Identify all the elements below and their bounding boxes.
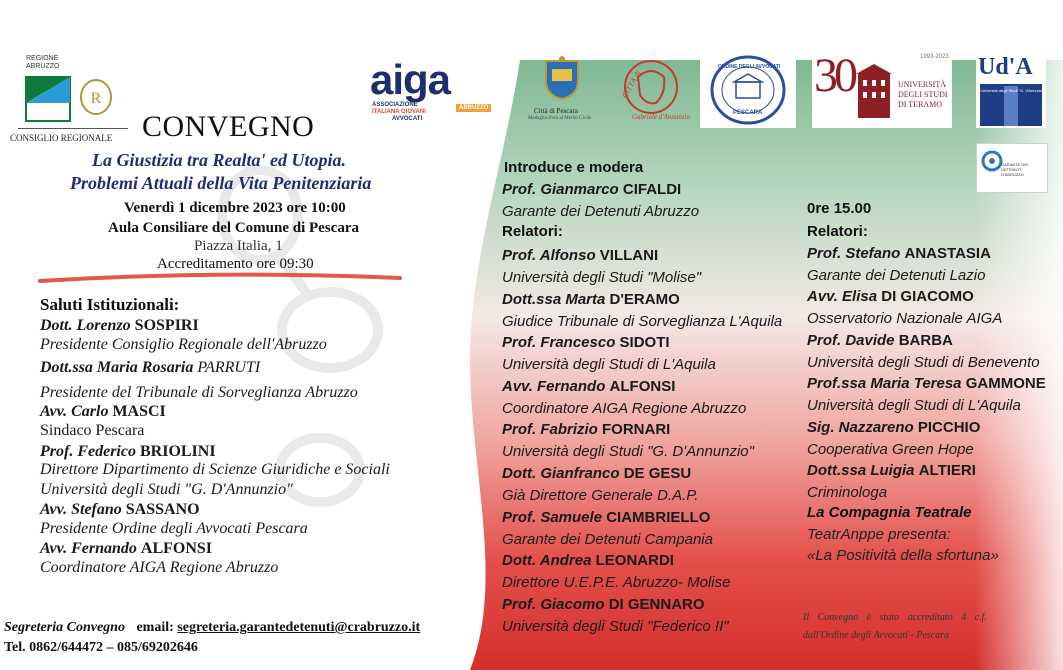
person-title: Dott. Lorenzo <box>40 317 131 334</box>
aiga-badge: ABRUZZO <box>456 104 491 112</box>
aiga-sub3: AVVOCATI <box>392 116 423 122</box>
speaker-role: Università degli Studi "G. D'Annunzio" <box>502 443 754 461</box>
speaker-role: Criminologa <box>807 484 888 501</box>
speaker-name <box>502 420 670 440</box>
garante-logo <box>976 143 1048 193</box>
person-title: Prof. Fabrizio <box>502 421 598 439</box>
citta-pescara-logo <box>528 55 610 127</box>
person-title: Prof. Alfonso <box>502 247 596 264</box>
speaker-role: Coordinatore AIGA Regione Abruzzo <box>502 399 747 417</box>
person-surname: D'ERAMO <box>609 290 680 308</box>
saluti-person-4 <box>40 442 216 462</box>
person-surname: DI GIACOMO <box>881 288 974 306</box>
speaker-name <box>807 287 974 307</box>
afternoon-time: 0re 15.00 <box>807 200 872 217</box>
speaker-name <box>502 508 710 528</box>
saluti-role-2: Presidente del Tribunale di Sorveglianza Abruzzo <box>40 384 358 401</box>
person-surname: GAMMONE <box>965 375 1046 393</box>
email-label: email: <box>136 620 174 635</box>
moderator-role: Garante dei Detenuti Abruzzo <box>502 203 700 220</box>
person-surname: DE GESU <box>623 465 692 482</box>
person-title: Dott.ssa Luigia <box>807 462 915 479</box>
abruzzo-label: ABRUZZO <box>26 63 60 70</box>
pescara-medal-label: Medaglia d'oro al Merito Civile <box>528 116 592 121</box>
subtitle-line2: Problemi Attuali della Vita Penitenziaria <box>70 173 372 193</box>
person-title: Prof. Davide <box>807 331 895 349</box>
footer-segreteria <box>4 620 420 636</box>
person-surname: BRIOLINI <box>139 443 216 460</box>
person-title: Avv. Fernando <box>502 377 606 395</box>
saluti-role-4b: Università degli Studi "G. D'Annunzio" <box>40 481 293 498</box>
consiglio-label: CONSIGLIO REGIONALE <box>10 133 113 143</box>
speaker-name <box>502 290 680 310</box>
person-surname: CIAMBRIELLO <box>606 508 711 526</box>
person-surname: DI GENNARO <box>608 595 705 613</box>
person-surname: ALTIERI <box>918 462 976 479</box>
person-title: Avv. Fernando <box>40 540 137 557</box>
speaker-role: Università degli Studi di L'Aquila <box>502 356 716 374</box>
intro-heading: Introduce e modera <box>504 159 644 176</box>
person-title: Prof. Samuele <box>502 508 603 526</box>
person-surname: LEONARDI <box>595 552 674 570</box>
speaker-role: Direttore U.E.P.E. Abruzzo- Molise <box>502 574 731 592</box>
person-title: Prof. Francesco <box>502 334 616 352</box>
person-surname: SOSPIRI <box>134 317 199 334</box>
dannunzio-logo <box>612 55 692 127</box>
person-surname: MASCI <box>112 403 166 420</box>
garante-label: GARANTE DEI DETENUTI D'ABRUZZO <box>1001 162 1029 177</box>
svg-text:R: R <box>90 90 102 107</box>
uda-wordmark: Ud'A <box>978 54 1033 80</box>
teramo-30: 30 <box>814 49 854 102</box>
speaker-name <box>807 331 953 351</box>
saluti-person-1 <box>40 316 199 336</box>
company-heading: La Compagnia Teatrale <box>807 504 972 521</box>
person-surname: ALFONSI <box>609 377 676 395</box>
person-title: Dott.ssa Maria Rosaria <box>40 359 194 376</box>
person-title: Avv. Carlo <box>40 403 109 420</box>
person-title: Prof. Gianmarco <box>502 181 619 198</box>
speaker-role: Cooperativa Green Hope <box>807 440 974 458</box>
person-title: Dott. Andrea <box>502 552 592 570</box>
person-title: Dott.ssa Marta <box>502 290 606 308</box>
teramo-name3: DI TERAMO <box>898 100 943 109</box>
speaker-name <box>807 374 1046 394</box>
person-surname: PICCHIO <box>917 418 981 436</box>
speaker-role: Università degli Studi di Benevento <box>807 353 1040 371</box>
person-surname: PARRUTI <box>197 359 261 376</box>
page-title: CONVEGNO <box>142 110 315 143</box>
aiga-sub2: ITALIANA GIOVANI <box>372 109 426 115</box>
speaker-name <box>502 464 691 484</box>
person-title: Prof. Giacomo <box>502 595 605 613</box>
event-address: Piazza Italia, 1 <box>194 238 283 254</box>
person-title: Prof. Federico <box>40 443 136 460</box>
speaker-role: Università degli Studi "Molise" <box>502 269 702 286</box>
pescara-shield-icon <box>542 55 582 101</box>
saluti-role-1: Presidente Consiglio Regionale dell'Abruzzo <box>40 336 327 353</box>
afternoon-relatori-heading: Relatori: <box>807 223 868 240</box>
saluti-role-6: Coordinatore AIGA Regione Abruzzo <box>40 559 279 576</box>
consiglio-seal-icon <box>78 77 114 117</box>
person-title: Prof. Stefano <box>807 245 901 262</box>
saluti-person-2 <box>40 358 260 378</box>
morning-relatori-heading: Relatori: <box>502 223 563 240</box>
person-surname: FORNARI <box>602 421 671 439</box>
speaker-name <box>502 551 674 571</box>
aiga-logo <box>370 56 490 126</box>
saluti-heading: Saluti Istituzionali: <box>40 295 180 314</box>
speaker-name <box>502 377 675 397</box>
person-title: Avv. Stefano <box>40 501 122 518</box>
speaker-role: Università degli Studi di L'Aquila <box>807 397 1021 415</box>
accredit-note-2: dall'Ordine degli Avvocati - Pescara <box>803 630 949 641</box>
aiga-sub1: ASSOCIAZIONE <box>372 102 418 108</box>
moderator-name <box>502 180 681 200</box>
person-surname: ANASTASIA <box>904 245 991 262</box>
regione-emblem-icon <box>22 73 74 125</box>
person-surname: ALFONSI <box>140 540 213 557</box>
ordine-bottom-label: PESCARA <box>733 110 763 116</box>
speaker-name <box>807 461 976 481</box>
speaker-name <box>502 333 670 353</box>
uni-teramo-logo <box>812 49 952 128</box>
speaker-name <box>502 246 658 266</box>
person-title: Avv. Elisa <box>807 288 878 306</box>
teramo-years: 1993-2023 <box>920 54 949 60</box>
accreditation-time: Accreditamento ore 09:30 <box>157 256 314 272</box>
speaker-name <box>807 418 980 438</box>
company-line2: «La Positività della sfortuna» <box>807 547 999 564</box>
speaker-role: Già Direttore Generale D.A.P. <box>502 487 699 504</box>
footer-tel: Tel. 0862/644472 – 085/69202646 <box>4 640 198 655</box>
segreteria-label: Segreteria Convegno <box>4 620 125 635</box>
person-title: Dott. Gianfranco <box>502 465 620 482</box>
saluti-person-6 <box>40 539 212 559</box>
garante-circle-icon <box>981 150 1003 172</box>
saluti-role-5: Presidente Ordine degli Avvocati Pescara <box>40 520 308 537</box>
saluti-person-5 <box>40 500 200 520</box>
speaker-name <box>807 244 991 264</box>
person-surname: SIDOTI <box>619 334 670 352</box>
teramo-name2: DEGLI STUDI <box>898 90 948 99</box>
person-surname: VILLANI <box>599 247 659 264</box>
speaker-name <box>502 595 705 615</box>
saluti-person-3 <box>40 402 166 422</box>
person-surname: CIFALDI <box>622 181 682 198</box>
accredit-note-1: Il Convegno è stato accreditato 4 c.f. <box>803 612 987 623</box>
uda-logo <box>976 52 1046 128</box>
ordine-avvocati-logo <box>700 52 796 128</box>
pescara-city-label: Città di Pescara <box>534 107 578 115</box>
person-surname: BARBA <box>898 331 953 349</box>
person-title: Prof.ssa Maria Teresa <box>807 375 962 393</box>
email-link[interactable]: segreteria.garantedetenuti@crabruzzo.it <box>177 620 421 635</box>
teramo-name1: UNIVERSITÀ <box>898 80 946 89</box>
event-venue: Aula Consiliare del Comune di Pescara <box>108 220 359 236</box>
uda-sub-label: Università degli Studi "G. d'Annunzio" <box>980 88 1047 93</box>
saluti-role-4: Direttore Dipartimento di Scienze Giuridiche e Sociali <box>40 461 390 478</box>
person-title: Sig. Nazzareno <box>807 418 914 436</box>
regione-abruzzo-logo <box>10 55 128 147</box>
ordine-top-label: ORDINE DEGLI AVVOCATI <box>718 64 781 70</box>
speaker-role: Università degli Studi "Federico II" <box>502 617 729 635</box>
aiga-wordmark: aiga <box>370 56 451 103</box>
speaker-role: Garante dei Detenuti Lazio <box>807 267 986 284</box>
teramo-building-icon <box>854 64 894 120</box>
saluti-role-3: Sindaco Pescara <box>40 422 145 439</box>
speaker-role: Giudice Tribunale di Sorveglianza L'Aquila <box>502 312 783 330</box>
dannunzio-signature: Gabriele d'Annunzio <box>632 113 691 121</box>
speaker-role: Osservatorio Nazionale AIGA <box>807 310 1003 328</box>
regione-label: REGIONE <box>26 55 59 62</box>
speaker-role: Garante dei Detenuti Campania <box>502 530 713 548</box>
event-date: Venerdì 1 dicembre 2023 ore 10:00 <box>124 200 346 216</box>
citta-di-label: CITTÀ di <box>620 69 643 100</box>
subtitle-line1: La Giustizia tra Realta' ed Utopia. <box>92 150 347 170</box>
person-surname: SASSANO <box>125 501 200 518</box>
company-line1: TeatrAnppe presenta: <box>807 526 951 543</box>
